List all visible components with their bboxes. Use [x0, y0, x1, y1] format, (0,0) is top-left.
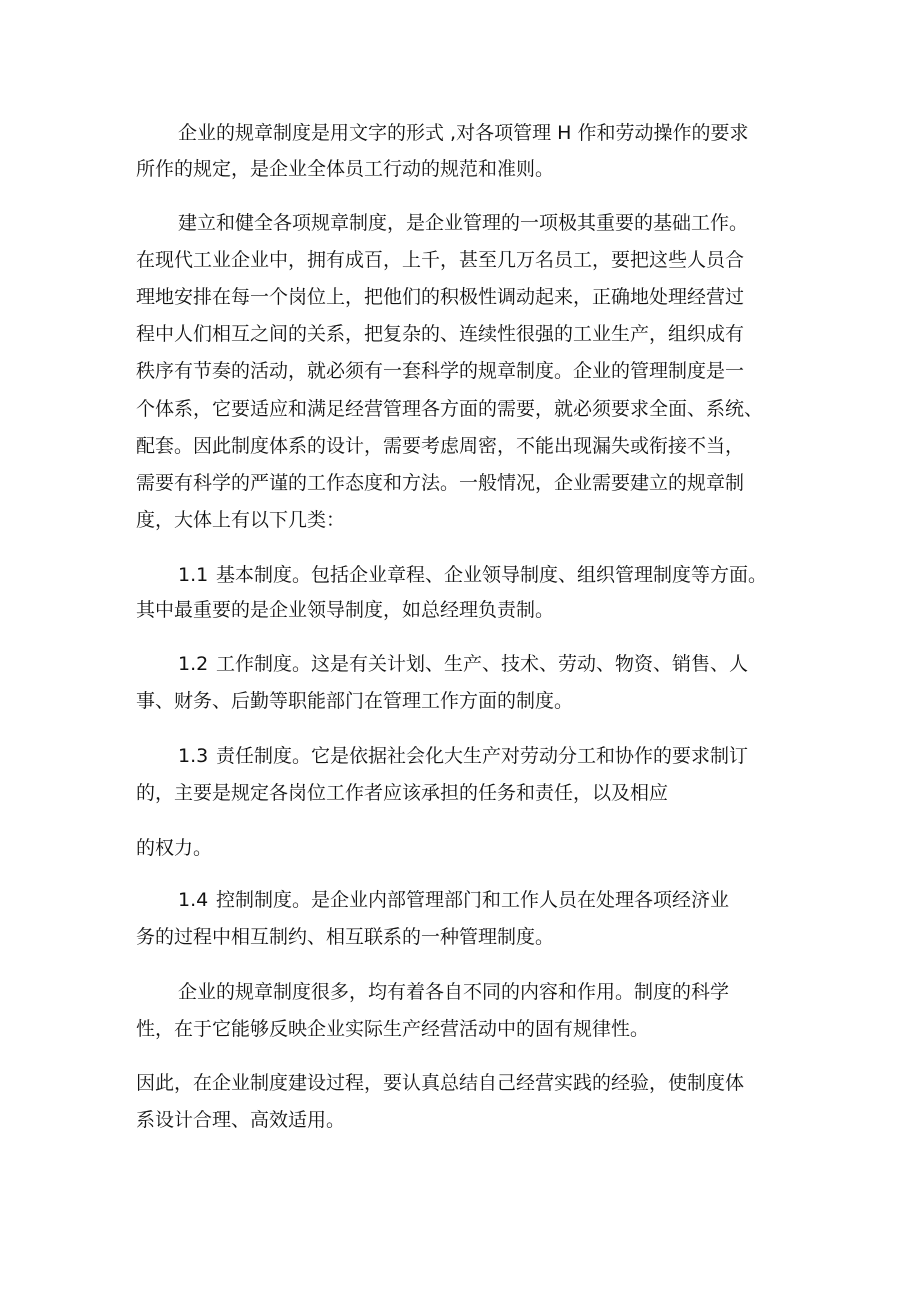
paragraph-8-line-1: 因此，在企业制度建设过程，要认真总结自己经营实践的经验，使制度体 — [136, 1072, 745, 1094]
section-text: 基本制度。包括企业章程、企业领导制度、组织管理制度等方面。 — [216, 564, 768, 586]
section-1-3-line-3: 的权力。 — [136, 837, 213, 859]
section-1-1-line-1 — [178, 563, 767, 587]
section-number: 1.4 — [178, 889, 209, 911]
section-number: 1.2 — [178, 653, 209, 675]
paragraph-2-line-9: 度，大体上有以下几类： — [136, 509, 346, 531]
paragraph-2-line-7: 配套。因此制度体系的设计，需要考虑周密，不能出现漏失或衔接不当， — [136, 435, 745, 457]
paragraph-2-line-6: 个体系，它要适应和满足经营管理各方面的需要，就必须要求全面、系统、 — [136, 398, 764, 420]
paragraph-8-line-2: 系设计合理、高效适用。 — [136, 1109, 346, 1131]
paragraph-2-line-1: 建立和健全各项规章制度，是企业管理的一项极其重要的基础工作。 — [178, 212, 749, 234]
section-1-3-line-2: 的，主要是规定各岗位工作者应该承担的任务和责任，以及相应 — [136, 782, 669, 804]
paragraph-1-line-1: 企业的规章制度是用文字的形式 ,对各项管理 H 作和劳动操作的要求 — [178, 122, 749, 144]
section-text: 工作制度。这是有关计划、生产、技术、劳动、物资、销售、人 — [216, 653, 749, 675]
paragraph-2-line-8: 需要有科学的严谨的工作态度和方法。一般情况，企业需要建立的规章制 — [136, 472, 745, 494]
paragraph-7-line-1: 企业的规章制度很多，均有着各自不同的内容和作用。制度的科学 — [178, 981, 730, 1003]
paragraph-7-line-2: 性，在于它能够反映企业实际生产经营活动中的固有规律性。 — [136, 1018, 650, 1040]
section-1-3-line-1 — [178, 744, 748, 768]
paragraph-2-line-2: 在现代工业企业中，拥有成百，上千，甚至几万名员工，要把这些人员合 — [136, 249, 745, 271]
paragraph-2-line-4: 程中人们相互之间的关系，把复杂的、连续性很强的工业生产，组织成有 — [136, 323, 745, 345]
section-number: 1.3 — [178, 745, 209, 767]
paragraph-2-line-3: 理地安排在每一个岗位上，把他们的积极性调动起来，正确地处理经营过 — [136, 286, 745, 308]
section-1-4-line-2: 务的过程中相互制约、相互联系的一种管理制度。 — [136, 926, 555, 948]
paragraph-2-line-5: 秩序有节奏的活动，就必须有一套科学的规章制度。企业的管理制度是一 — [136, 360, 745, 382]
section-1-1-line-2: 其中最重要的是企业领导制度，如总经理负责制。 — [136, 599, 555, 621]
paragraph-1-line-2: 所作的规定，是企业全体员工行动的规范和准则。 — [136, 158, 555, 180]
section-text: 责任制度。它是依据社会化大生产对劳动分工和协作的要求制订 — [216, 745, 749, 767]
section-number: 1.1 — [178, 564, 209, 586]
section-1-2-line-1 — [178, 652, 748, 676]
section-text: 控制制度。是企业内部管理部门和工作人员在处理各项经济业 — [216, 889, 730, 911]
section-1-2-line-2: 事、财务、后勤等职能部门在管理工作方面的制度。 — [136, 690, 574, 712]
section-1-4-line-1 — [178, 888, 729, 912]
